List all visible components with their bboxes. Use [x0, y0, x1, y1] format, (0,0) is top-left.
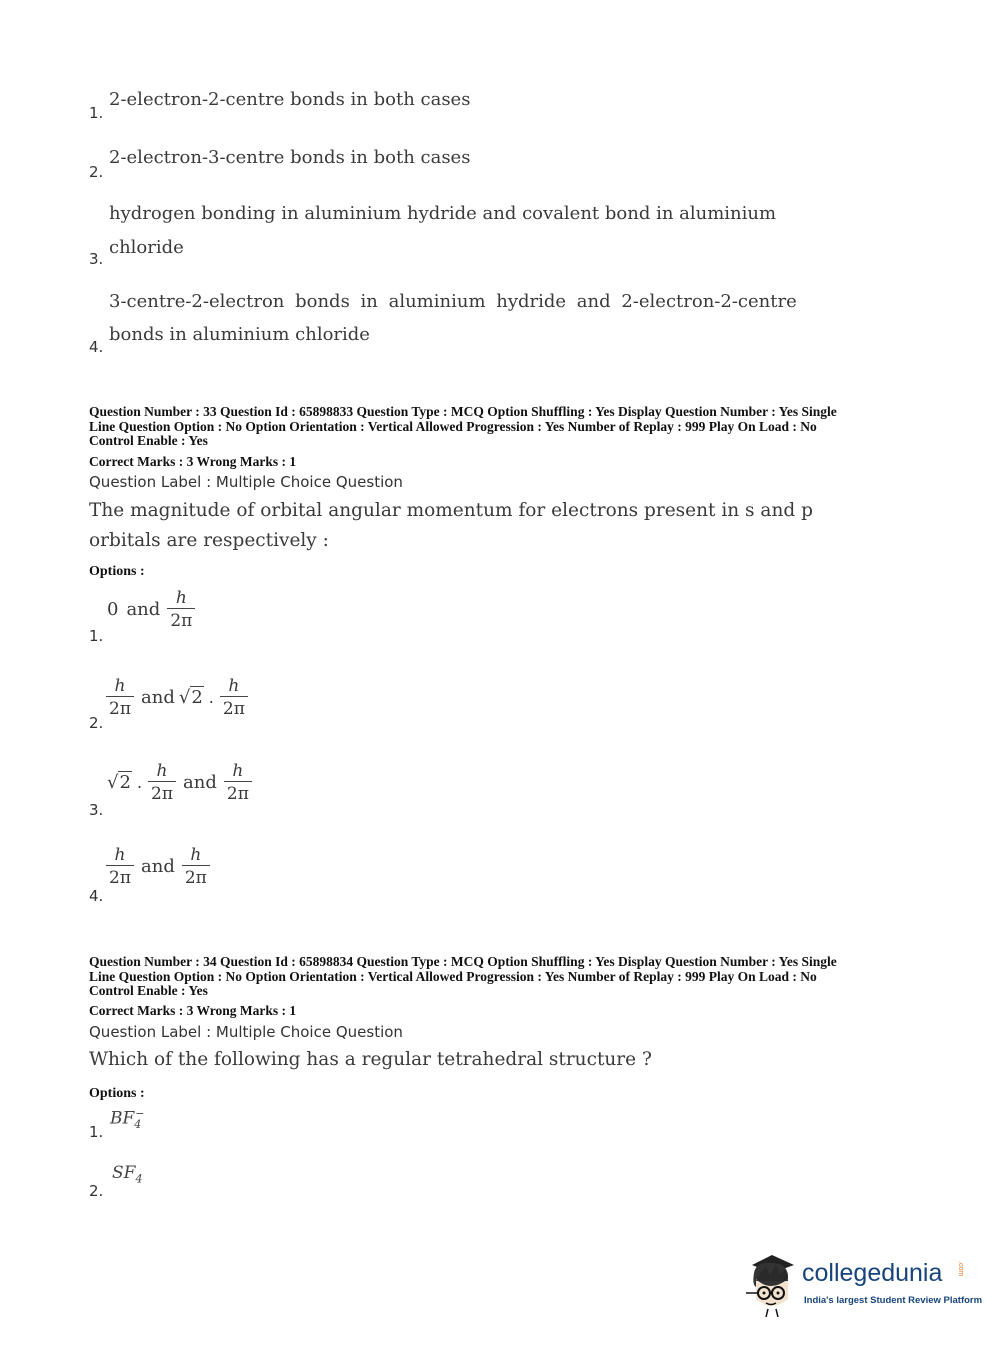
fraction — [106, 676, 134, 719]
option-text: 2-electron-2-centre bonds in both cases — [109, 89, 471, 110]
meta-line: Line Question Option : No Option Orientation : Vertical Allowed Progression : Yes Number of Replay : 999 Play On Load : No — [89, 418, 817, 434]
and-text: and — [141, 856, 175, 877]
option-number: 3. — [89, 250, 104, 268]
meta-line: Control Enable : Yes — [89, 983, 208, 998]
option-number: 1. — [89, 1123, 104, 1141]
option-number: 2. — [89, 163, 104, 181]
formula-text: BF — [110, 1108, 135, 1129]
multiply-dot: . — [136, 773, 143, 792]
question-34-marks: Correct Marks : 3 Wrong Marks : 1 — [89, 1003, 297, 1018]
option-number: 2. — [89, 1182, 104, 1200]
sqrt-value: 2 — [119, 772, 131, 793]
meta-line: Line Question Option : No Option Orientation : Vertical Allowed Progression : Yes Number of Replay : 999 Play On Load : No — [89, 968, 817, 984]
question-34-meta — [89, 955, 919, 999]
fraction-denominator: 2π — [182, 865, 210, 888]
fraction-denominator: 2π — [106, 696, 134, 719]
collegedunia-logo — [742, 1251, 983, 1321]
zero: 0 — [107, 599, 119, 620]
question-33-text-line2: orbitals are respectively : — [89, 530, 329, 551]
question-33-meta — [89, 405, 919, 449]
formula-text: SF — [112, 1163, 136, 1183]
and-text: and — [141, 687, 175, 708]
fraction — [224, 761, 252, 804]
option-number: 4. — [89, 338, 104, 356]
fraction-numerator: h — [228, 676, 240, 696]
fraction-numerator: h — [156, 761, 168, 781]
chemical-formula — [112, 1163, 142, 1185]
fraction-denominator: 2π — [148, 781, 176, 804]
formula-subscript: 4 — [134, 1118, 142, 1132]
question-33-options-heading: Options : — [89, 564, 145, 579]
option-number: 4. — [89, 887, 104, 905]
formula-superscript: − — [135, 1107, 145, 1120]
meta-line: Question Number : 33 Question Id : 65898833 Question Type : MCQ Option Shuffling : Yes Display Question Number : Yes Single — [89, 404, 837, 419]
logo-wordmark: collegedunia — [802, 1259, 943, 1287]
and-text: and — [183, 772, 217, 793]
option-text-line1: 3-centre-2-electron bonds in aluminium hydride and 2-electron-2-centre — [109, 291, 797, 312]
sqrt-value: 2 — [191, 687, 203, 708]
sqrt-symbol: √2 — [107, 772, 131, 793]
fraction-denominator: 2π — [106, 865, 134, 888]
meta-line: Control Enable : Yes — [89, 433, 208, 448]
fraction — [167, 588, 195, 631]
question-34-text: Which of the following has a regular tetrahedral structure ? — [89, 1049, 652, 1070]
fraction — [220, 676, 248, 719]
fraction-denominator: 2π — [220, 696, 248, 719]
option-text: 2-electron-3-centre bonds in both cases — [109, 147, 471, 168]
option-number: 1. — [89, 104, 104, 122]
chemical-formula — [110, 1107, 145, 1131]
multiply-dot: . — [208, 688, 214, 707]
question-33-label: Question Label : Multiple Choice Question — [89, 473, 403, 491]
logo-suffix: .com — [957, 1261, 964, 1277]
question-34-options-heading: Options : — [89, 1086, 145, 1101]
fraction-numerator: h — [232, 761, 244, 781]
option-text-line1: hydrogen bonding in aluminium hydride and covalent bond in aluminium — [109, 203, 777, 224]
fraction-numerator: h — [175, 588, 187, 608]
sqrt-symbol: √2 — [178, 687, 203, 708]
question-33-text-line1: The magnitude of orbital angular momentum for electrons present in s and p — [89, 500, 813, 521]
question-34-label: Question Label : Multiple Choice Question — [89, 1023, 403, 1041]
option-number: 1. — [89, 627, 104, 645]
fraction — [182, 845, 210, 888]
option-number: 2. — [89, 714, 104, 732]
mascot-icon — [742, 1251, 802, 1317]
fraction-denominator: 2π — [167, 608, 195, 631]
fraction-numerator: h — [114, 845, 126, 865]
option-number: 3. — [89, 801, 104, 819]
question-33-marks: Correct Marks : 3 Wrong Marks : 1 — [89, 454, 297, 469]
and-text: and — [126, 599, 161, 620]
logo-tagline: India's largest Student Review Platform — [804, 1295, 983, 1306]
option-text-line2: chloride — [109, 237, 184, 258]
fraction — [106, 845, 134, 888]
fraction-denominator: 2π — [224, 781, 252, 804]
fraction — [148, 761, 176, 804]
formula-subscript: 4 — [135, 1172, 143, 1186]
option-text-line2: bonds in aluminium chloride — [109, 324, 370, 345]
fraction-numerator: h — [114, 676, 126, 696]
meta-line: Question Number : 34 Question Id : 65898834 Question Type : MCQ Option Shuffling : Yes Display Question Number : Yes Single — [89, 954, 837, 969]
fraction-numerator: h — [190, 845, 202, 865]
